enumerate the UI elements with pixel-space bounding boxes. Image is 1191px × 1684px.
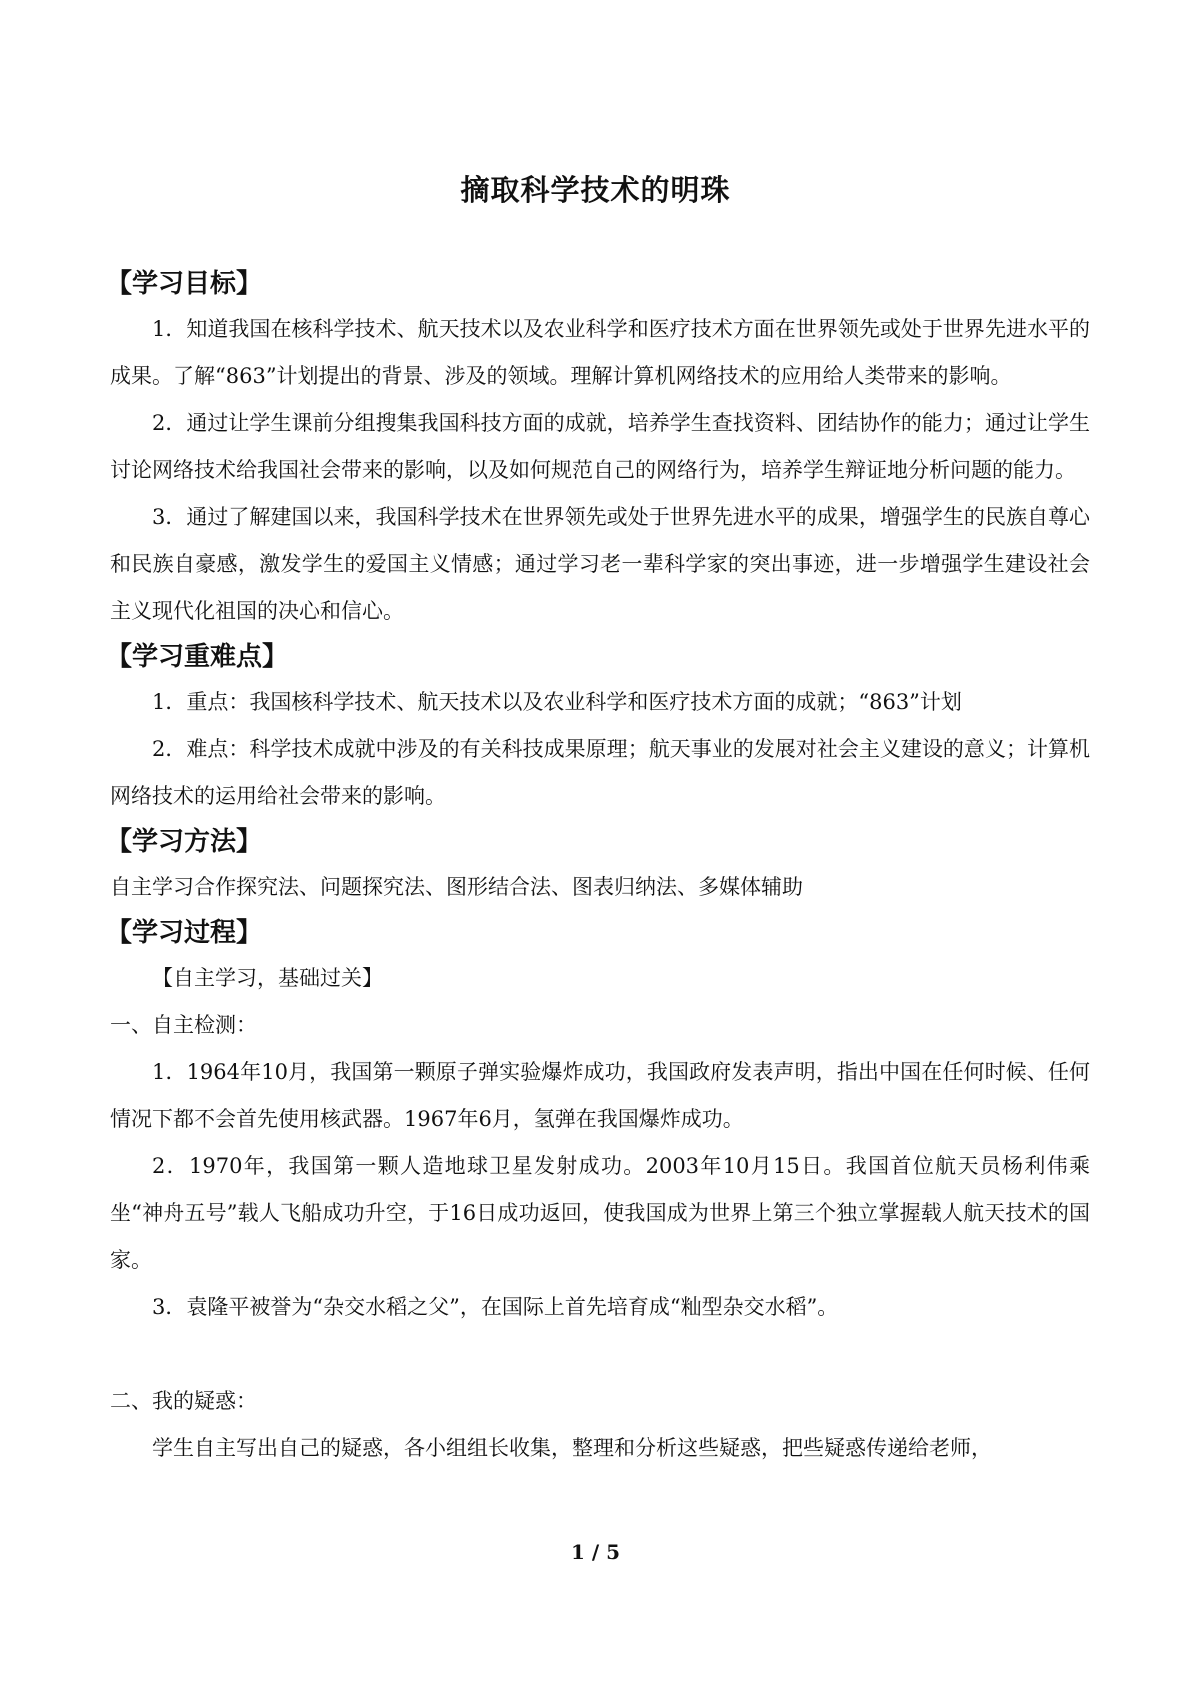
part2-title: 二、我的疑惑： (110, 1389, 257, 1413)
methods-text: 自主学习合作探究法、问题探究法、图形结合法、图表归纳法、多媒体辅助 (110, 875, 803, 899)
section-heading-methods: 【学习方法】 (106, 827, 263, 857)
questions-text: 学生自主写出自己的疑惑，各小组组长收集，整理和分析这些疑惑，把些疑惑传递给老师， (152, 1436, 992, 1460)
section-heading-goals: 【学习目标】 (106, 269, 263, 299)
document-title: 摘取科学技术的明珠 (460, 173, 731, 207)
document-body (106, 262, 1090, 1472)
goal-item: 1．知道我国在核科学技术、航天技术以及农业科学和医疗技术方面在世界领先或处于世界先进水平的成果。了解“863”计划提出的背景、涉及的领域。理解计算机网络技术的应用给人类带来的影响。 (110, 317, 1090, 388)
goal-item: 2．通过让学生课前分组搜集我国科技方面的成就，培养学生查找资料、团结协作的能力；通过让学生讨论网络技术给我国社会带来的影响，以及如何规范自己的网络行为，培养学生辩证地分析问题的能力。 (110, 411, 1090, 482)
self-check-item: 3．袁隆平被誉为“杂交水稻之父”，在国际上首先培育成“籼型杂交水稻”。 (152, 1295, 839, 1319)
self-check-item: 2．1970年，我国第一颗人造地球卫星发射成功。2003年10月15日。我国首位航天员杨利伟乘坐“神舟五号”载人飞船成功升空，于16日成功返回，使我国成为世界上第三个独立掌握载人航天技术的国家。 (110, 1154, 1090, 1272)
goal-item: 3．通过了解建国以来，我国科学技术在世界领先或处于世界先进水平的成果，增强学生的民族自尊心和民族自豪感，激发学生的爱国主义情感；通过学习老一辈科学家的突出事迹，进一步增强学生建设社会主义现代化祖国的决心和信心。 (110, 505, 1090, 623)
part1-title: 一、自主检测： (110, 1013, 257, 1037)
section-heading-process: 【学习过程】 (106, 918, 263, 948)
key-point-item: 2．难点：科学技术成就中涉及的有关科技成果原理；航天事业的发展对社会主义建设的意义；计算机网络技术的运用给社会带来的影响。 (110, 737, 1090, 808)
blank-gap (110, 1331, 1090, 1378)
key-point-item: 1．重点：我国核科学技术、航天技术以及农业科学和医疗技术方面的成就；“863”计划 (152, 690, 962, 714)
process-subheading: 【自主学习，基础过关】 (152, 966, 383, 990)
page-number: 1 / 5 (570, 1540, 621, 1564)
section-heading-key-points: 【学习重难点】 (106, 642, 289, 672)
self-check-item: 1．1964年10月，我国第一颗原子弹实验爆炸成功，我国政府发表声明，指出中国在任何时候、任何情况下都不会首先使用核武器。1967年6月，氢弹在我国爆炸成功。 (110, 1060, 1090, 1131)
